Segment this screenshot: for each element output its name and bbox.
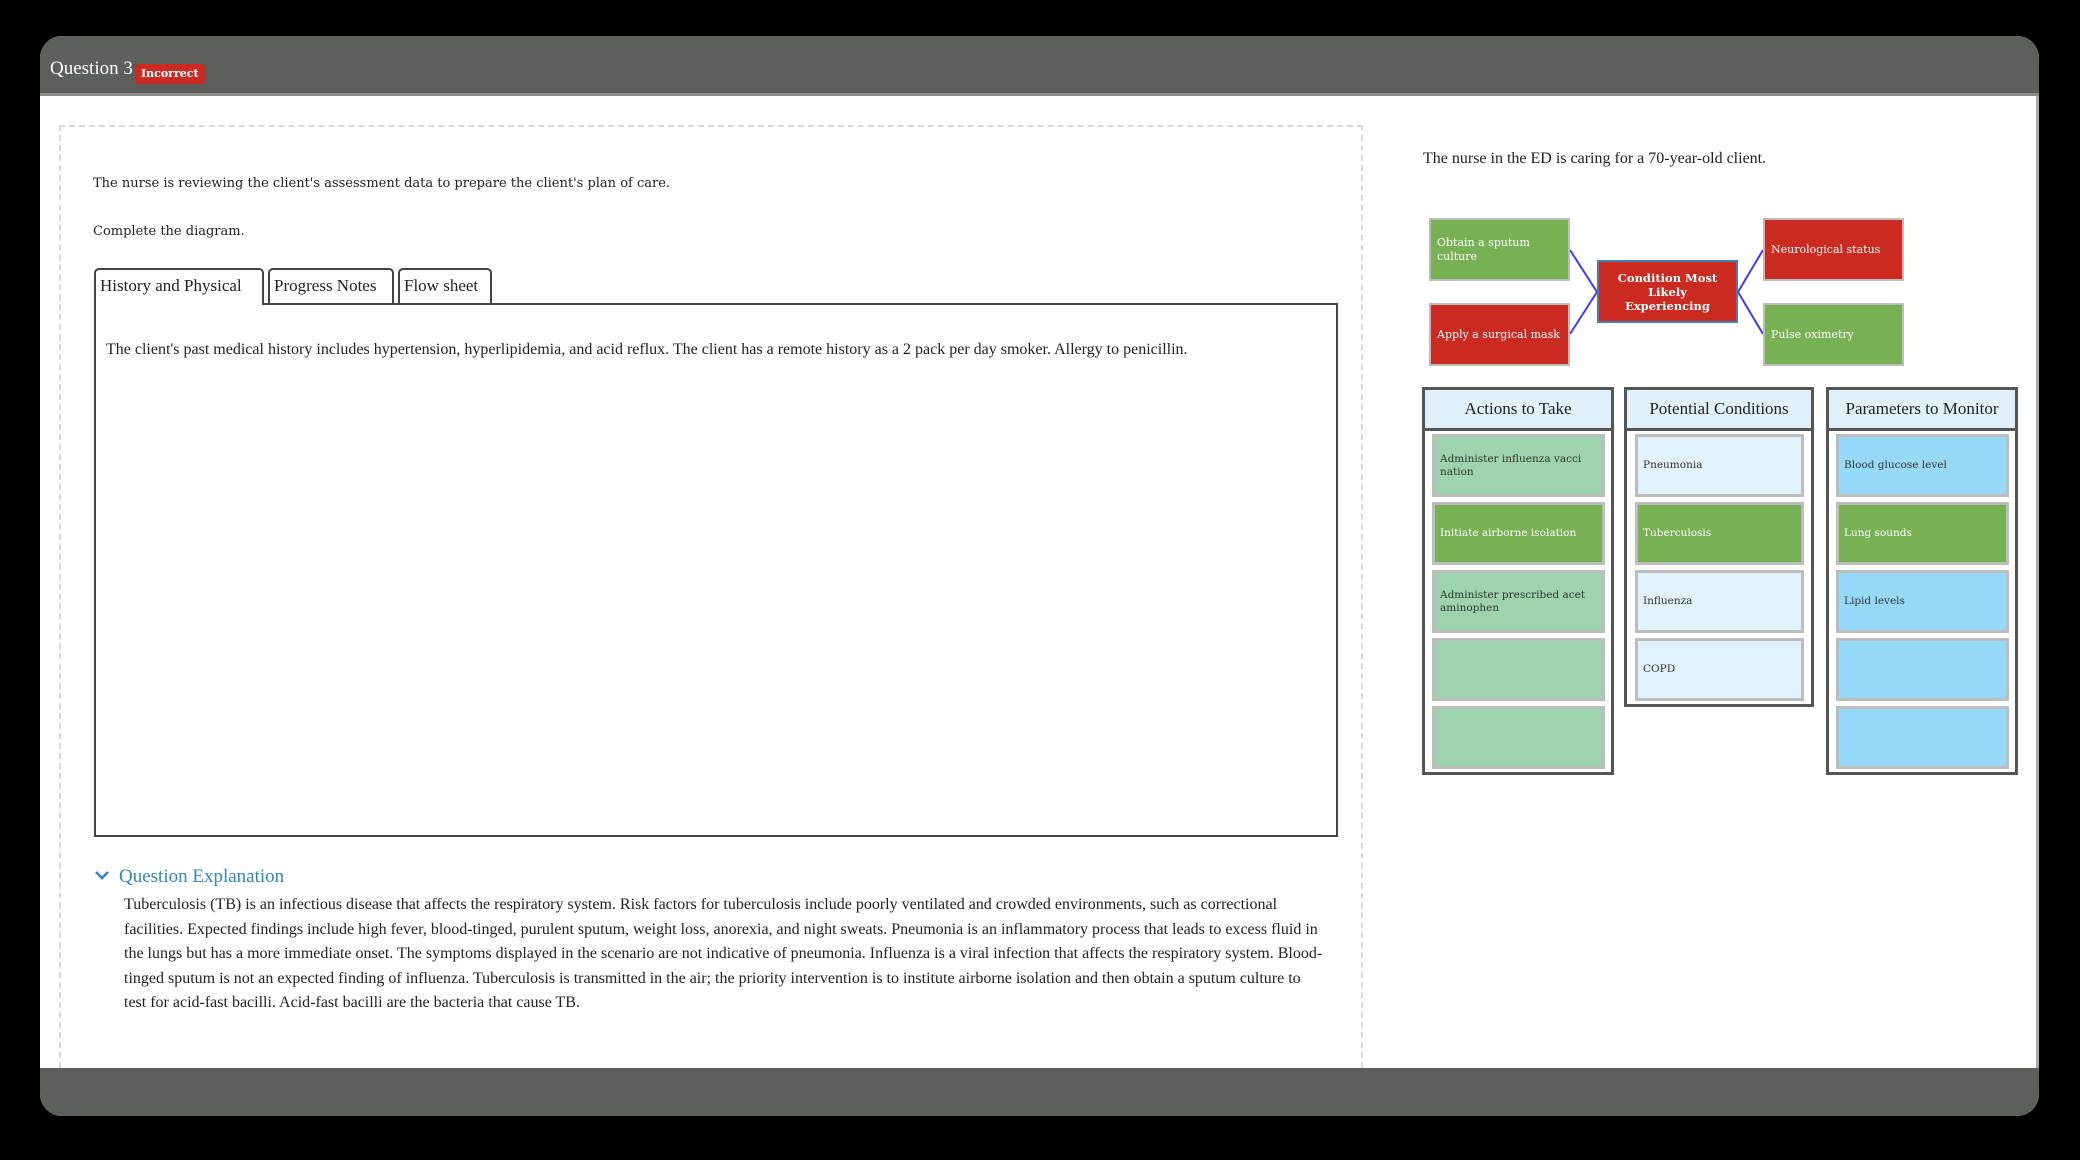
history-text: The client's past medical history includes hypertension, hyperlipidemia, and acid reflux. The client has a remote history as a 2 pack per day smoker. Allergy to penicillin. bbox=[106, 341, 1188, 358]
chevron-down-icon bbox=[93, 866, 111, 884]
option-item[interactable]: Initiate airborne isolation bbox=[1432, 502, 1605, 565]
option-item[interactable]: Tuberculosis bbox=[1635, 502, 1804, 565]
parameters-to-monitor-column bbox=[1826, 387, 2018, 775]
conditions-header: Potential Conditions bbox=[1627, 390, 1811, 431]
parameters-header: Parameters to Monitor bbox=[1829, 390, 2015, 431]
question-intro: The nurse is reviewing the client's assessment data to prepare the client's plan of care. bbox=[93, 176, 671, 191]
option-item[interactable]: Lung sounds bbox=[1836, 502, 2009, 565]
option-item[interactable]: COPD bbox=[1635, 638, 1804, 701]
question-panel bbox=[59, 125, 1363, 1068]
option-item[interactable]: Lipid levels bbox=[1836, 570, 2009, 633]
window-edge bbox=[2036, 96, 2039, 1068]
question-title: Question 3 bbox=[50, 58, 133, 79]
potential-conditions-column bbox=[1624, 387, 1814, 707]
empty-option-slot[interactable] bbox=[1836, 706, 2009, 769]
option-item[interactable]: Blood glucose level bbox=[1836, 434, 2009, 497]
empty-option-slot[interactable] bbox=[1836, 638, 2009, 701]
option-item[interactable]: Pneumonia bbox=[1635, 434, 1804, 497]
question-footer bbox=[40, 1068, 2039, 1116]
action-slot-2[interactable]: Apply a surgical mask bbox=[1429, 303, 1570, 366]
actions-header: Actions to Take bbox=[1425, 390, 1611, 431]
question-header bbox=[40, 36, 2039, 96]
question-explanation-toggle[interactable] bbox=[93, 866, 284, 888]
explanation-text: Tuberculosis (TB) is an infectious disease that affects the respiratory system. Risk factors for tuberculosis include poorly ventilated and crowded environments, such as correctional facilities. Expected findings include high fever, blood-tinged, purulent sputum, weight loss, anorexia, and night sweats. Pneumonia is an inflammatory process that leads to excess fluid in the lungs but has a more immediate onset. The symptoms displayed in the scenario are not indicative of pneumonia. Influenza is a viral infection that affects the respiratory system. Blood-tinged sputum is not an expected finding of influenza. Tuberculosis is transmitted in the air; the priority intervention is to institute airborne isolation and then obtain a sputum culture to test for acid-fast bacilli. Acid-fast bacilli are the bacteria that cause TB. bbox=[124, 896, 1323, 1011]
actions-to-take-column bbox=[1422, 387, 1614, 775]
action-slot-1[interactable]: Obtain a sputum culture bbox=[1429, 218, 1570, 281]
option-item[interactable]: Administer influenza vacci nation bbox=[1432, 434, 1605, 497]
tab-progress-notes[interactable]: Progress Notes bbox=[268, 268, 394, 303]
condition-slot[interactable]: Condition Most Likely Experiencing bbox=[1597, 260, 1738, 323]
question-instruction: Complete the diagram. bbox=[93, 224, 245, 239]
question-window bbox=[40, 36, 2039, 1116]
parameter-slot-2[interactable]: Pulse oximetry bbox=[1763, 303, 1904, 366]
parameter-slot-1[interactable]: Neurological status bbox=[1763, 218, 1904, 281]
option-item[interactable]: Influenza bbox=[1635, 570, 1804, 633]
empty-option-slot[interactable] bbox=[1432, 706, 1605, 769]
tab-flow-sheet[interactable]: Flow sheet bbox=[398, 268, 492, 303]
empty-option-slot[interactable] bbox=[1432, 638, 1605, 701]
explanation-label: Question Explanation bbox=[119, 866, 285, 887]
option-item[interactable]: Administer prescribed acet aminophen bbox=[1432, 570, 1605, 633]
tab-history-and-physical[interactable]: History and Physical bbox=[94, 268, 264, 305]
scenario-text: The nurse in the ED is caring for a 70-year-old client. bbox=[1423, 150, 1767, 167]
status-badge: Incorrect bbox=[135, 64, 205, 84]
tab-content-panel bbox=[94, 303, 1338, 837]
